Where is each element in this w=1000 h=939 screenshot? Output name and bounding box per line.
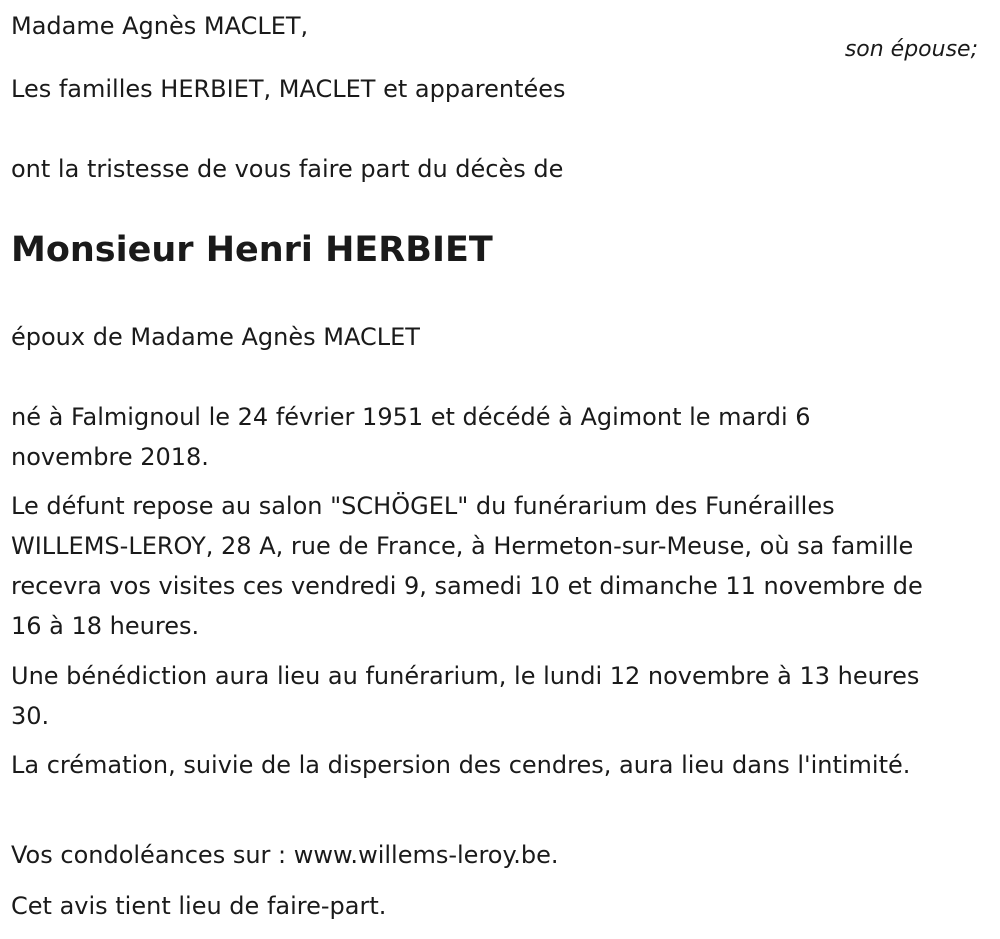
condolences-line: Vos condoléances sur : www.willems-leroy.be.	[11, 841, 559, 869]
birth-death-paragraph: né à Falmignoul le 24 février 1951 et décédé à Agimont le mardi 6 novembre 2018.	[11, 403, 811, 471]
intro-line: ont la tristesse de vous faire part du décès de	[11, 155, 564, 183]
closing-line: Cet avis tient lieu de faire-part.	[11, 892, 387, 920]
spouse-name: Madame Agnès MACLET,	[11, 12, 309, 40]
deceased-name: Monsieur Henri HERBIET	[11, 230, 493, 270]
spouse-of-line: époux de Madame Agnès MACLET	[11, 323, 420, 351]
blessing-paragraph: Une bénédiction aura lieu au funérarium, le lundi 12 novembre à 13 heures 30.	[11, 662, 920, 730]
cremation-paragraph: La crémation, suivie de la dispersion des cendres, aura lieu dans l'intimité.	[11, 751, 911, 779]
families-line: Les familles HERBIET, MACLET et apparentées	[11, 75, 566, 103]
spouse-relation: son épouse;	[844, 37, 978, 62]
visitation-paragraph: Le défunt repose au salon "SCHÖGEL" du funérarium des Funérailles WILLEMS-LEROY, 28 A, rue de France, à Hermeton-sur-Meuse, où sa famille recevra vos visites ces vendredi 9, samedi 10 et dimanche 11 novembre de 16 à 18 heures.	[11, 492, 923, 640]
